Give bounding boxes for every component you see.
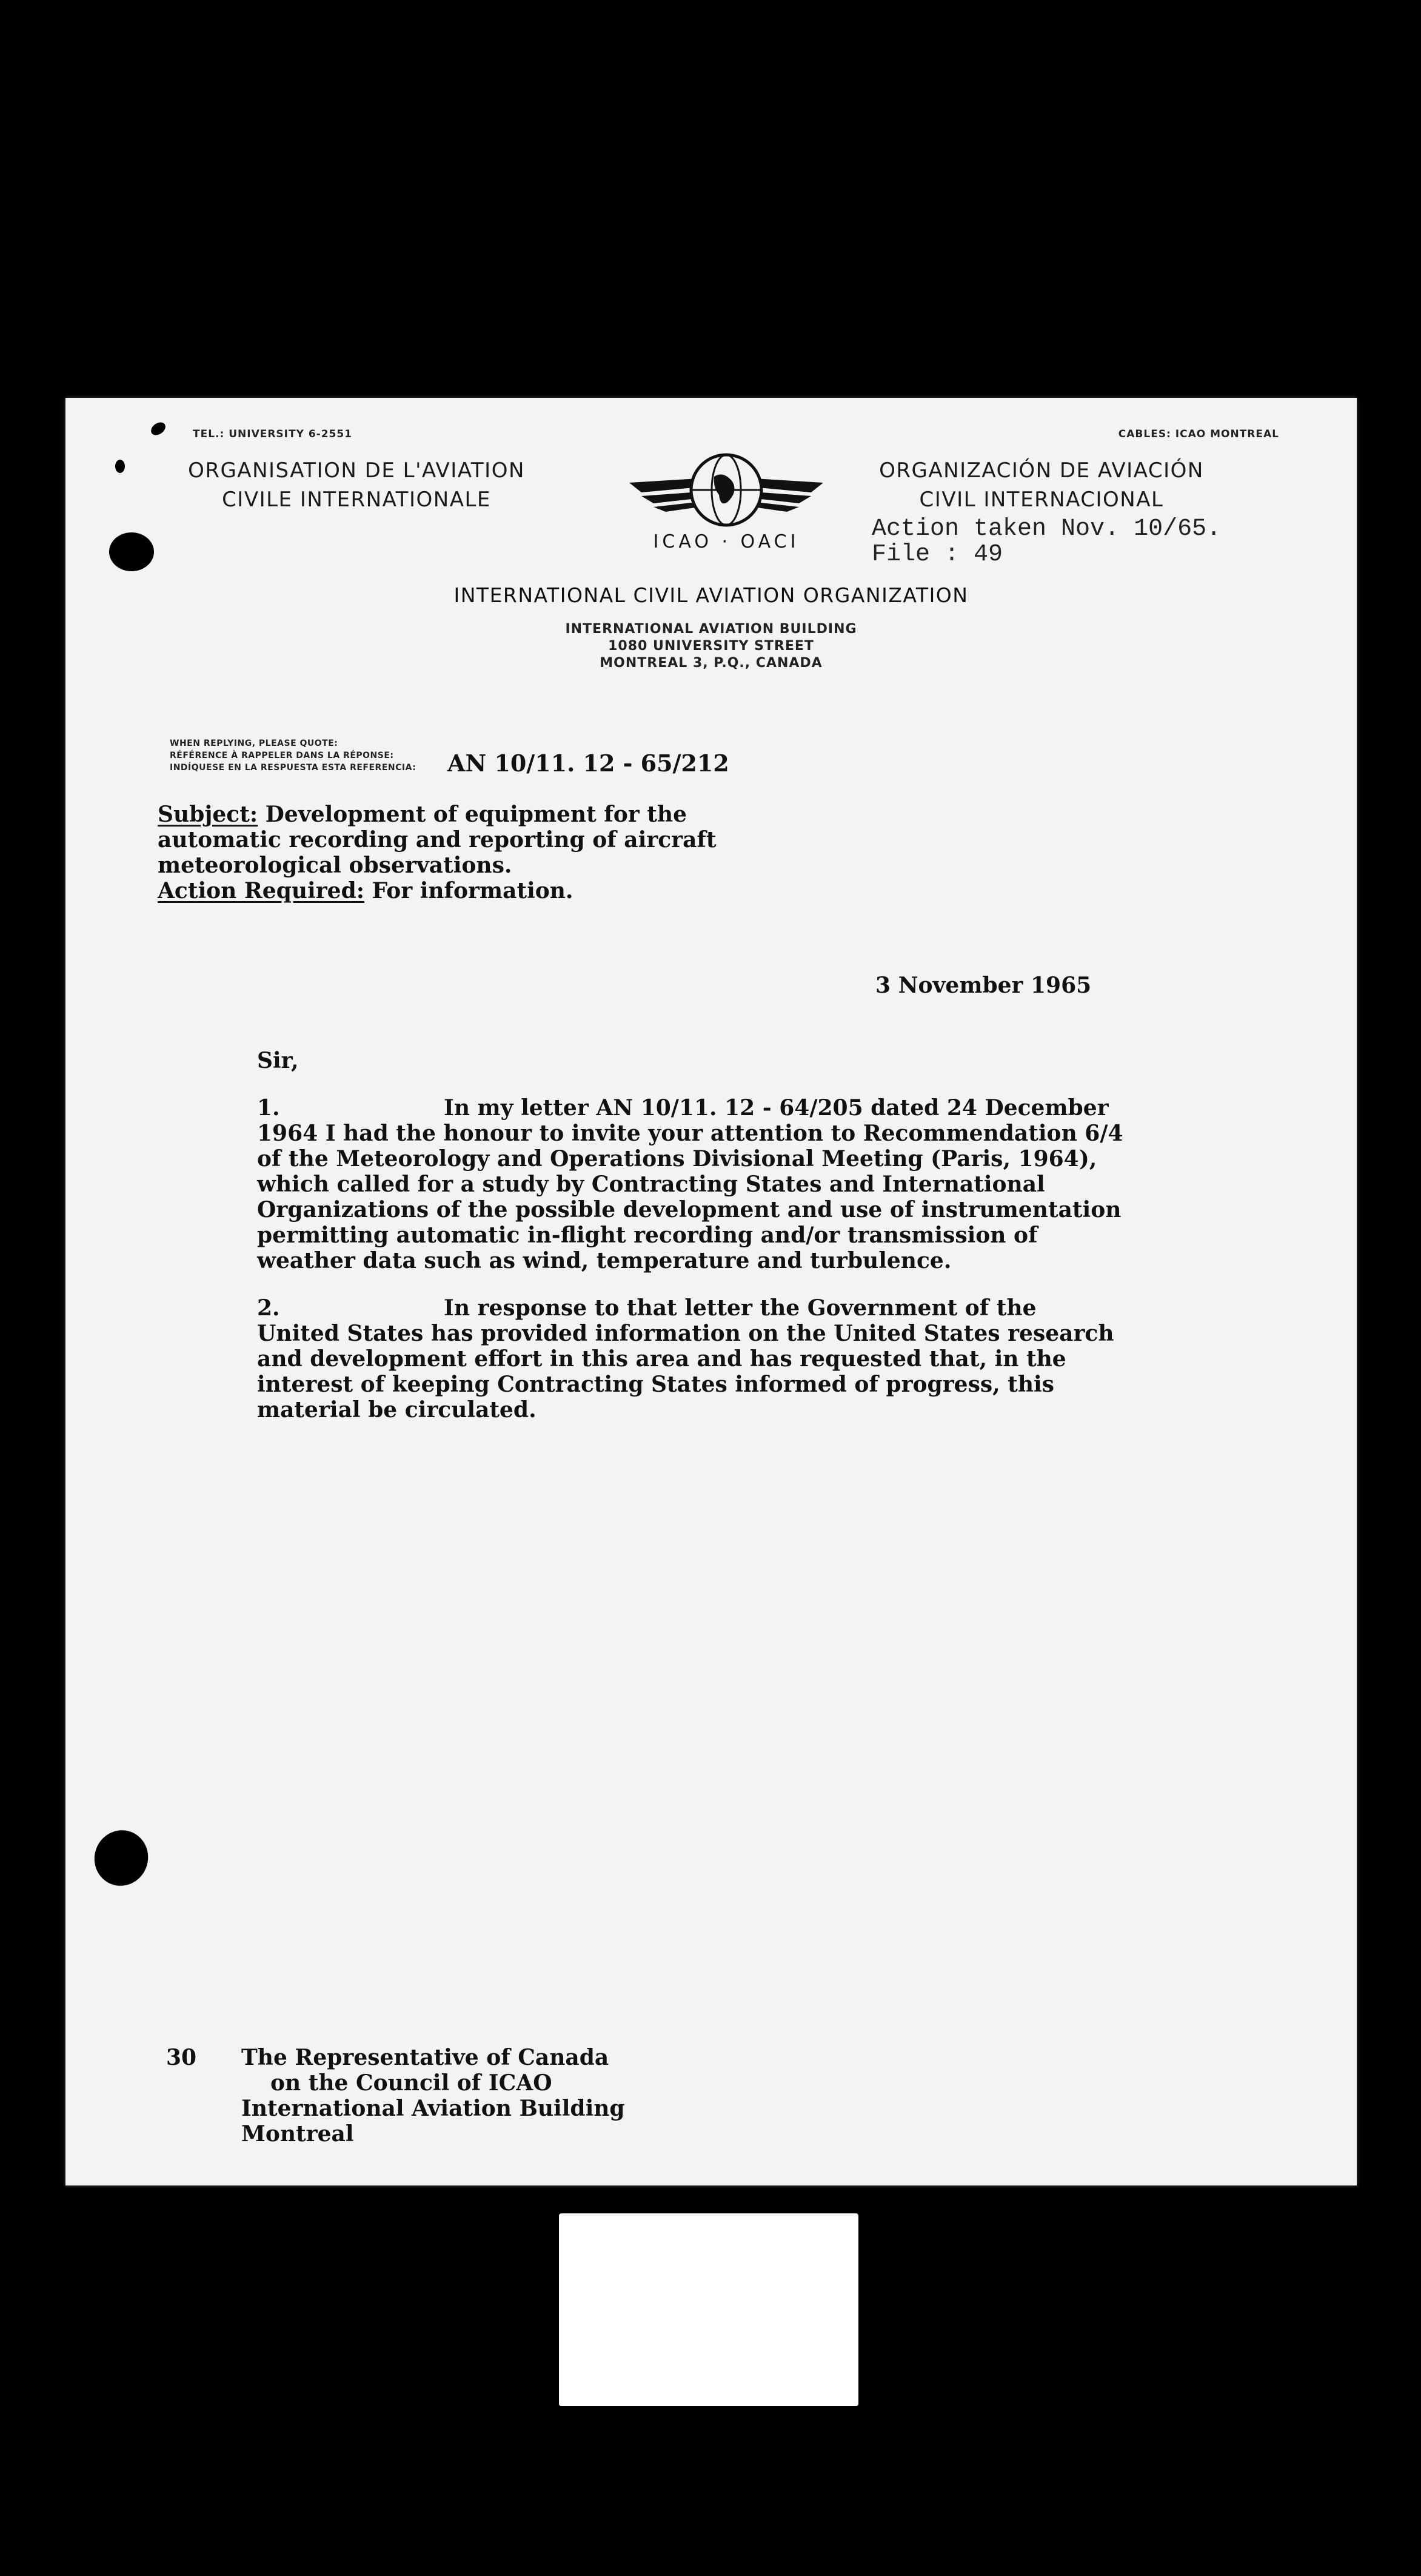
reference-number: AN 10/11. 12 - 65/212 — [447, 750, 729, 777]
letter-date: 3 November 1965 — [875, 973, 1092, 998]
telephone-line: TEL.: UNIVERSITY 6-2551 — [193, 428, 353, 440]
paragraph-1 — [257, 1095, 1227, 1273]
action-taken-text: Action taken Nov. 10/65. — [872, 515, 1222, 543]
org-name-spanish-line2: CIVIL INTERNACIONAL — [919, 488, 1164, 512]
ink-blot — [87, 1823, 156, 1894]
org-name-english: INTERNATIONAL CIVIL AVIATION ORGANIZATION — [453, 583, 969, 607]
ink-blot — [115, 460, 125, 473]
subject-line2: automatic recording and reporting of aircraft — [158, 827, 717, 853]
addressee-number: 30 — [166, 2045, 197, 2070]
subject-line1: Development of equipment for the — [265, 802, 687, 827]
org-address — [65, 621, 1357, 672]
reference-note — [170, 737, 416, 774]
action-taken-annotation — [872, 517, 1221, 568]
emblem-text: ICAO · OACI — [653, 531, 800, 552]
salutation: Sir, — [257, 1048, 299, 1073]
paragraph-1-line: of the Meteorology and Operations Divisional Meeting (Paris, 1964), — [257, 1146, 1097, 1172]
paragraph-2 — [257, 1295, 1227, 1423]
address-line3: MONTREAL 3, P.Q., CANADA — [600, 656, 823, 671]
paragraph-1-line: which called for a study by Contracting States and International — [257, 1172, 1045, 1197]
action-required-text: For information. — [372, 878, 573, 904]
addressee-line1: The Representative of Canada — [241, 2045, 609, 2070]
addressee-line2: on the Council of ICAO — [270, 2070, 552, 2096]
subject-label: Subject: — [158, 802, 258, 827]
address-line2: 1080 UNIVERSITY STREET — [608, 639, 814, 654]
org-name-french-line2: CIVILE INTERNATIONALE — [222, 488, 491, 512]
paragraph-1-line: permitting automatic in-flight recording and/or transmission of — [257, 1223, 1038, 1248]
paragraph-2-line: material be circulated. — [257, 1397, 537, 1423]
paragraph-2-line: and development effort in this area and has requested that, in the — [257, 1346, 1066, 1372]
addressee-line3: International Aviation Building — [241, 2096, 625, 2121]
org-name-spanish-line1: ORGANIZACIÓN DE AVIACIÓN — [879, 458, 1204, 483]
paragraph-2-line: United States has provided information on the United States research — [257, 1321, 1114, 1346]
reference-note-line3: INDÍQUESE EN LA RESPUESTA ESTA REFERENCIA: — [170, 763, 416, 773]
paragraph-1-number: 1. — [257, 1095, 280, 1121]
addressee-block — [241, 2045, 625, 2147]
blank-card — [559, 2213, 858, 2406]
icao-emblem — [623, 434, 829, 568]
paragraph-2-number: 2. — [257, 1295, 280, 1321]
subject-line3: meteorological observations. — [158, 853, 512, 878]
ink-blot — [149, 420, 168, 438]
subject-block — [158, 802, 717, 904]
ink-blot — [109, 532, 154, 571]
reference-note-line2: RÉFÉRENCE À RAPPELER DANS LA RÉPONSE: — [170, 751, 394, 760]
paragraph-2-line: interest of keeping Contracting States informed of progress, this — [257, 1372, 1054, 1397]
action-required-label: Action Required: — [158, 878, 365, 904]
file-number-text: File : 49 — [872, 541, 1003, 568]
addressee-line4: Montreal — [241, 2121, 354, 2147]
cables-line: CABLES: ICAO MONTREAL — [1118, 428, 1279, 440]
paragraph-2-line: In response to that letter the Government of the — [444, 1295, 1037, 1321]
reference-note-line1: WHEN REPLYING, PLEASE QUOTE: — [170, 739, 338, 748]
paragraph-1-line: weather data such as wind, temperature and turbulence. — [257, 1248, 952, 1273]
org-name-french-line1: ORGANISATION DE L'AVIATION — [188, 458, 525, 483]
address-line1: INTERNATIONAL AVIATION BUILDING — [565, 622, 857, 637]
paragraph-1-line: Organizations of the possible development and use of instrumentation — [257, 1197, 1122, 1223]
paragraph-1-line: 1964 I had the honour to invite your attention to Recommendation 6/4 — [257, 1121, 1123, 1146]
org-name-french — [169, 458, 544, 512]
org-name-spanish — [854, 458, 1229, 512]
paragraph-1-line: In my letter AN 10/11. 12 - 64/205 dated 24 December — [444, 1095, 1109, 1121]
letter-page — [65, 398, 1357, 2185]
